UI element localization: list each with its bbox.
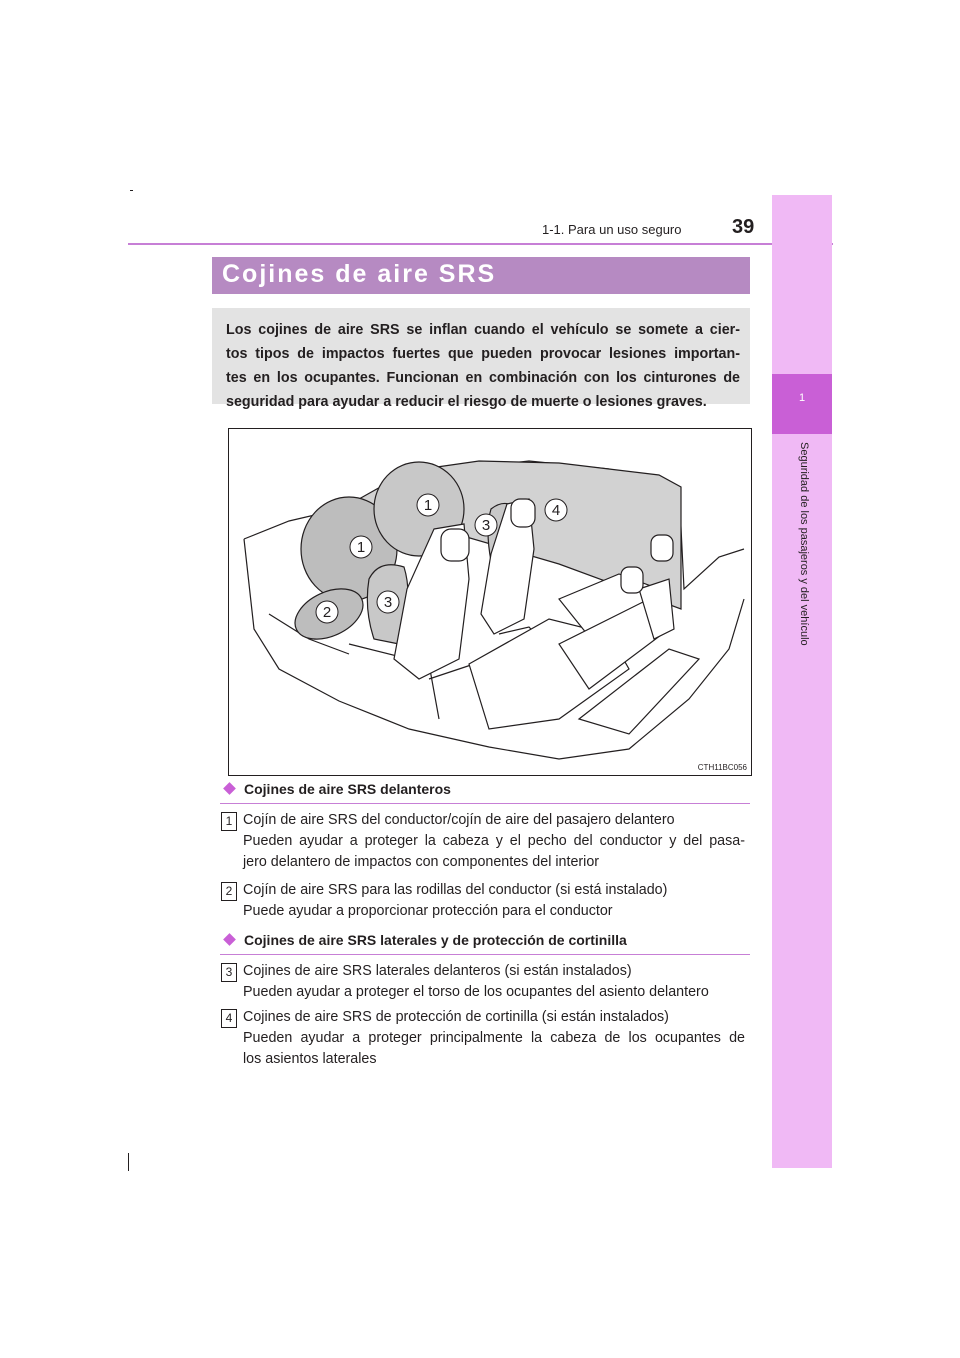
chapter-number-tab[interactable]: 1	[772, 374, 832, 434]
section-heading-front	[220, 781, 451, 797]
svg-text:2: 2	[322, 604, 332, 621]
page-title: Cojines de aire SRS	[222, 260, 497, 288]
item-desc-line: Pueden ayudar a proteger la cabeza y el pecho del conductor y del pasa-	[243, 833, 745, 849]
item-desc-line: Puede ayudar a proporcionar protección para el conductor	[243, 903, 613, 919]
section-heading-text: Cojines de aire SRS delanteros	[244, 781, 451, 797]
page-number: 39	[732, 216, 755, 238]
item-number-box: 1	[221, 812, 237, 831]
header-rule	[128, 243, 833, 245]
intro-box	[212, 308, 750, 410]
callout-3-front	[377, 591, 399, 613]
intro-line: tes en los ocupantes. Funcionan en combinación con los cinturones de	[226, 370, 740, 386]
diamond-bullet-icon	[223, 782, 236, 795]
car-interior-drawing	[229, 429, 751, 775]
svg-text:1: 1	[423, 497, 433, 514]
intro-text	[226, 318, 740, 414]
list-item	[243, 961, 745, 1003]
intro-line: seguridad para ayudar a reducir el riesgo de muerte o lesiones graves.	[226, 394, 707, 410]
section-reference: 1-1. Para un uso seguro	[542, 222, 682, 237]
item-title: Cojines de aire SRS de protección de cortinilla (si están instalados)	[243, 1009, 669, 1025]
item-title: Cojín de aire SRS para las rodillas del conductor (si está instalado)	[243, 882, 668, 898]
chapter-label: Seguridad de los pasajeros y del vehículo	[798, 442, 810, 646]
item-title: Cojines de aire SRS laterales delanteros (si están instalados)	[243, 963, 632, 979]
item-number-box: 2	[221, 882, 237, 901]
list-item	[243, 1007, 745, 1070]
callout-4	[545, 499, 567, 521]
section-heading-side	[220, 932, 627, 948]
callout-2	[316, 601, 338, 623]
item-desc-line: jero delantero de impactos con componentes del interior	[243, 854, 600, 870]
crop-mark	[128, 1153, 129, 1171]
item-desc-line: Pueden ayudar a proteger el torso de los ocupantes del asiento delantero	[243, 984, 709, 1000]
svg-text:1: 1	[356, 539, 366, 556]
callout-1-upper	[417, 494, 439, 516]
item-desc-line: los asientos laterales	[243, 1051, 377, 1067]
crop-mark	[130, 190, 133, 191]
callout-3-rear	[475, 514, 497, 536]
title-bar	[212, 257, 750, 294]
svg-text:4: 4	[551, 502, 561, 519]
section-heading-text: Cojines de aire SRS laterales y de protección de cortinilla	[244, 932, 627, 948]
item-number-box: 4	[221, 1009, 237, 1028]
section-rule	[220, 803, 750, 804]
airbag-illustration	[228, 428, 752, 776]
item-number-box: 3	[221, 963, 237, 982]
item-desc-line: Pueden ayudar a proteger principalmente la cabeza de los ocupantes de	[243, 1030, 745, 1046]
intro-line: Los cojines de aire SRS se inflan cuando el vehículo se somete a cier-	[226, 322, 740, 338]
diamond-bullet-icon	[223, 933, 236, 946]
svg-text:3: 3	[481, 517, 491, 534]
svg-text:3: 3	[383, 594, 393, 611]
list-item	[243, 810, 745, 873]
section-rule	[220, 954, 750, 955]
item-title: Cojín de aire SRS del conductor/cojín de aire del pasajero delantero	[243, 812, 675, 828]
figure-code: CTH11BC056	[697, 763, 747, 772]
callout-1-lower	[350, 536, 372, 558]
list-item	[243, 880, 745, 922]
intro-line: tos tipos de impactos fuertes que pueden provocar lesiones importan-	[226, 346, 740, 362]
